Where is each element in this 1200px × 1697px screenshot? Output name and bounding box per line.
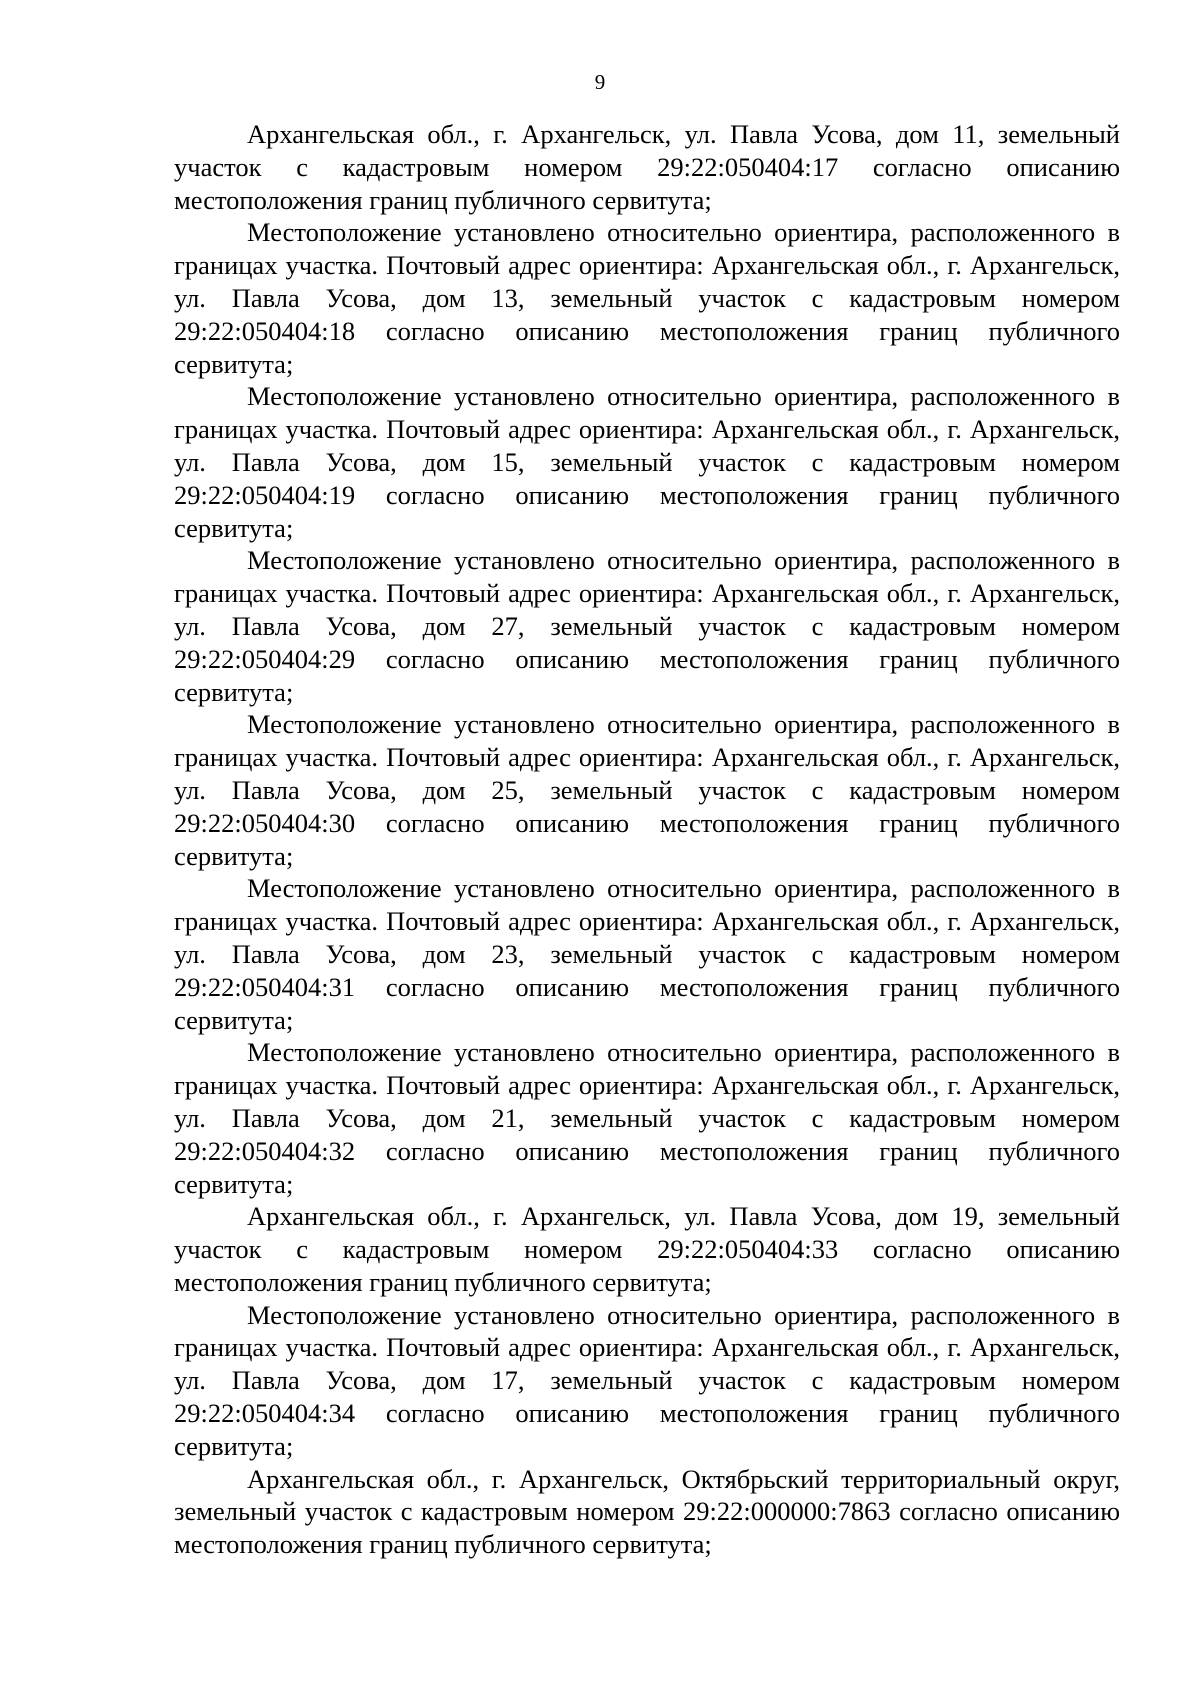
paragraph: Архангельская обл., г. Архангельск, ул. Павла Усова, дом 19, земельный участок с кадастровым номером 29:22:050404:33 согласно описанию местоположения границ публичного сервитута; <box>174 1201 1120 1297</box>
document-body <box>174 118 1120 1561</box>
paragraph: Архангельская обл., г. Архангельск, ул. Павла Усова, дом 11, земельный участок с кадастровым номером 29:22:050404:17 согласно описанию местоположения границ публичного сервитута; <box>174 119 1120 215</box>
paragraph: Местоположение установлено относительно ориентира, расположенного в границах участка. Почтовый адрес ориентира: Архангельская обл., г. Архангельск, ул. Павла Усова, дом 15, земельный участок с кадастровым номером 29:22:050404:19 согласно описанию местоположения границ публичного сервитута; <box>174 381 1120 543</box>
paragraph: Местоположение установлено относительно ориентира, расположенного в границах участка. Почтовый адрес ориентира: Архангельская обл., г. Архангельск, ул. Павла Усова, дом 17, земельный участок с кадастровым номером 29:22:050404:34 согласно описанию местоположения границ публичного сервитута; <box>174 1299 1120 1461</box>
paragraph: Местоположение установлено относительно ориентира, расположенного в границах участка. Почтовый адрес ориентира: Архангельская обл., г. Архангельск, ул. Павла Усова, дом 13, земельный участок с кадастровым номером 29:22:050404:18 согласно описанию местоположения границ публичного сервитута; <box>174 217 1120 379</box>
paragraph: Местоположение установлено относительно ориентира, расположенного в границах участка. Почтовый адрес ориентира: Архангельская обл., г. Архангельск, ул. Павла Усова, дом 23, земельный участок с кадастровым номером 29:22:050404:31 согласно описанию местоположения границ публичного сервитута; <box>174 873 1120 1035</box>
paragraph: Местоположение установлено относительно ориентира, расположенного в границах участка. Почтовый адрес ориентира: Архангельская обл., г. Архангельск, ул. Павла Усова, дом 25, земельный участок с кадастровым номером 29:22:050404:30 согласно описанию местоположения границ публичного сервитута; <box>174 709 1120 871</box>
paragraph: Местоположение установлено относительно ориентира, расположенного в границах участка. Почтовый адрес ориентира: Архангельская обл., г. Архангельск, ул. Павла Усова, дом 21, земельный участок с кадастровым номером 29:22:050404:32 согласно описанию местоположения границ публичного сервитута; <box>174 1037 1120 1199</box>
paragraph: Местоположение установлено относительно ориентира, расположенного в границах участка. Почтовый адрес ориентира: Архангельская обл., г. Архангельск, ул. Павла Усова, дом 27, земельный участок с кадастровым номером 29:22:050404:29 согласно описанию местоположения границ публичного сервитута; <box>174 545 1120 707</box>
page-number: 9 <box>594 70 606 94</box>
paragraph: Архангельская обл., г. Архангельск, Октябрьский территориальный округ, земельный участок с кадастровым номером 29:22:000000:7863 согласно описанию местоположения границ публичного сервитута; <box>174 1463 1120 1560</box>
